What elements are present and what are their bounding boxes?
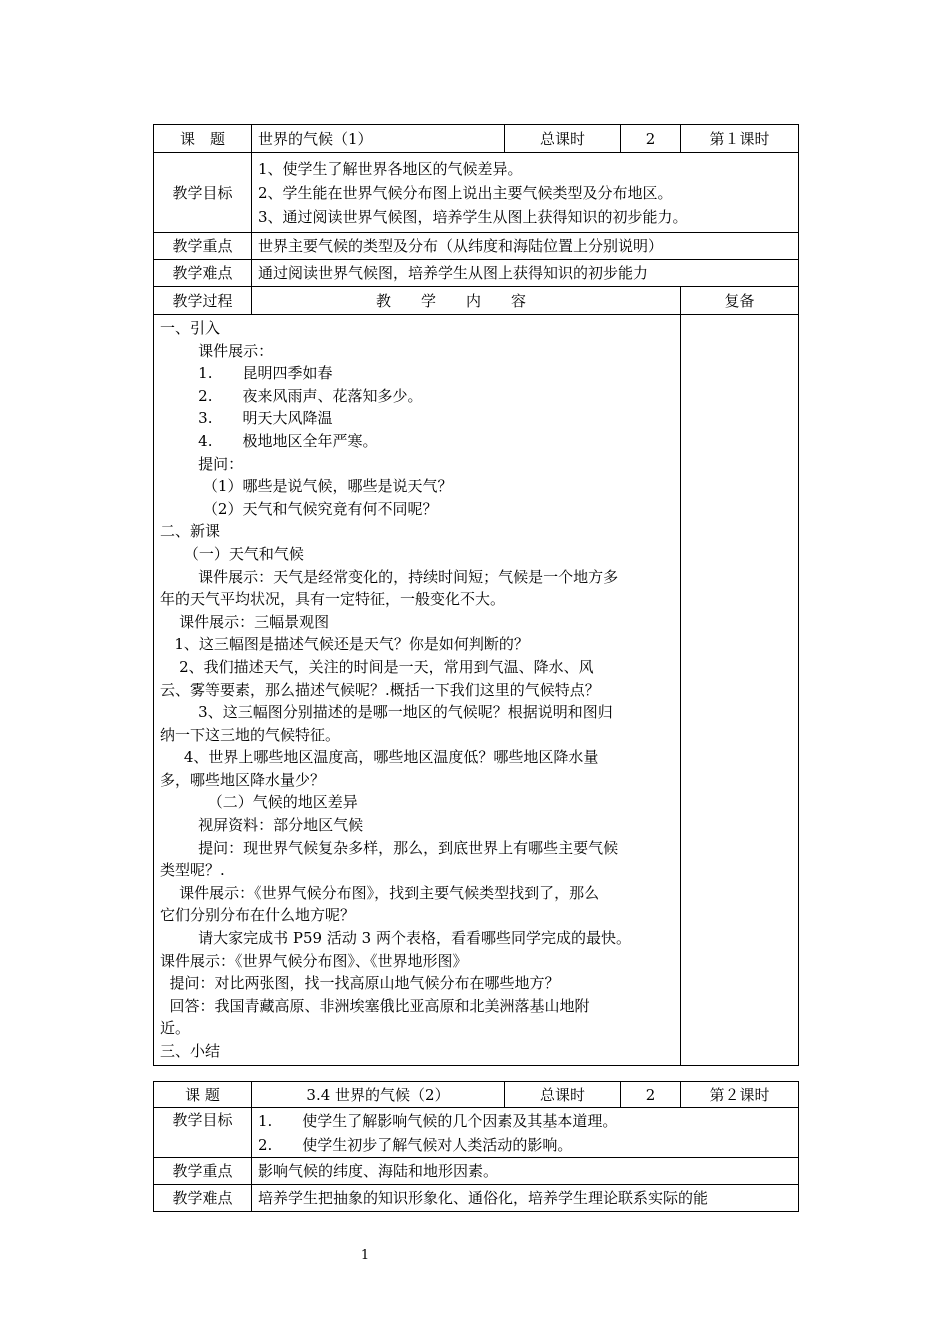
process-line: 类型呢？.: [160, 861, 225, 880]
total-hours-label: 总课时: [505, 1082, 621, 1108]
goals-label: 教学目标: [154, 153, 252, 233]
goals-list: [252, 153, 799, 233]
goal-item: 1、使学生了解世界各地区的气候差异。: [258, 159, 523, 178]
process-line: 年的天气平均状况，具有一定特征，一般变化不大。: [160, 590, 506, 609]
topic-label: 课 题: [154, 1082, 252, 1108]
process-line: 二、新课: [160, 522, 221, 541]
process-line: （一）天气和气候: [160, 544, 304, 563]
process-line: 课件展示：天气是经常变化的，持续时间短；气候是一个地方多: [160, 567, 619, 586]
process-line: 一、引入: [160, 319, 221, 337]
goals-list: [252, 1108, 799, 1158]
page-number: 1: [360, 1248, 370, 1263]
process-line: （1）哪些是说气候，哪些是说天气？: [160, 477, 453, 496]
process-line: 课件展示：《世界气候分布图》、《世界地形图》: [160, 951, 468, 970]
difficulty-value: 通过阅读世界气候图，培养学生从图上获得知识的初步能力: [252, 260, 799, 287]
process-line: 4、世界上哪些地区温度高，哪些地区温度低？哪些地区降水量: [160, 748, 599, 767]
topic-value: 3.4 世界的气候（2）: [252, 1082, 505, 1108]
difficulty-label: 教学难点: [154, 260, 252, 287]
process-line: 1. 昆明四季如春: [160, 364, 333, 383]
topic-value: 世界的气候（1）: [252, 125, 505, 153]
key-point-value: 世界主要气候的类型及分布（从纬度和海陆位置上分别说明）: [252, 233, 799, 260]
process-line: 3、这三幅图分别描述的是哪一地区的气候呢？根据说明和图归: [160, 703, 613, 722]
key-point-value: 影响气候的纬度、海陆和地形因素。: [252, 1158, 799, 1185]
process-line: 提问：现世界气候复杂多样，那么，到底世界上有哪些主要气候: [160, 838, 619, 857]
goal-item: 1. 使学生了解影响气候的几个因素及其基本道理。: [258, 1111, 618, 1130]
review-header: 复备: [681, 287, 799, 315]
lesson-table-1: [153, 124, 799, 1066]
lesson-number: 第２课时: [681, 1082, 799, 1108]
content-header: 教学内容: [252, 287, 681, 315]
process-line: 3. 明天大风降温: [160, 409, 333, 428]
process-content: [154, 315, 681, 1066]
process-line: 课件展示：《世界气候分布图》，找到主要气候类型找到了，那么: [160, 883, 600, 902]
process-line: 1、这三幅图是描述气候还是天气？你是如何判断的？: [160, 635, 529, 654]
total-hours-value: 2: [621, 1082, 681, 1108]
process-line: 请大家完成书 P59 活动 3 两个表格，看看哪些同学完成的最快。: [160, 929, 631, 948]
process-line: 云、雾等要素，那么描述气候呢？.概括一下我们这里的气候特点？: [160, 680, 600, 699]
total-hours-value: 2: [621, 125, 681, 153]
process-line: 多，哪些地区降水量少？: [160, 770, 326, 789]
process-line: 近。: [160, 1019, 191, 1038]
process-line: 2、我们描述天气，关注的时间是一天，常用到气温、降水、风: [160, 657, 594, 676]
process-line: 三、小结: [160, 1042, 221, 1060]
process-line: 纳一下这三地的气候特征。: [160, 725, 341, 744]
process-line: 4. 极地地区全年严寒。: [160, 431, 378, 450]
process-line: （二）气候的地区差异: [160, 793, 358, 812]
process-line: 提问：: [160, 454, 244, 473]
goal-item: 3、通过阅读世界气候图，培养学生从图上获得知识的初步能力。: [258, 207, 688, 226]
process-line: 提问：对比两张图，找一找高原山地气候分布在哪些地方？: [160, 974, 560, 993]
process-line: 它们分别分布在什么地方呢？: [160, 906, 356, 925]
goal-item: 2. 使学生初步了解气候对人类活动的影响。: [258, 1135, 573, 1154]
topic-label: 课 题: [154, 125, 252, 153]
process-line: 回答：我国青藏高原、非洲埃塞俄比亚高原和北美洲落基山地附: [160, 996, 590, 1015]
goal-item: 2、学生能在世界气候分布图上说出主要气候类型及分布地区。: [258, 183, 673, 202]
difficulty-value: 培养学生把抽象的知识形象化、通俗化，培养学生理论联系实际的能: [252, 1185, 799, 1212]
total-hours-label: 总课时: [505, 125, 621, 153]
difficulty-label: 教学难点: [154, 1185, 252, 1212]
key-point-label: 教学重点: [154, 1158, 252, 1185]
process-line: 课件展示：: [160, 341, 274, 360]
process-line: 课件展示：三幅景观图: [160, 612, 330, 631]
goals-label: 教学目标: [154, 1108, 252, 1158]
process-line: （2）天气和气候究竟有何不同呢？: [160, 499, 438, 518]
lesson-table-2: [153, 1081, 799, 1212]
process-label: 教学过程: [154, 287, 252, 315]
key-point-label: 教学重点: [154, 233, 252, 260]
lesson-number: 第１课时: [681, 125, 799, 153]
process-line: 2. 夜来风雨声、花落知多少。: [160, 386, 423, 405]
process-line: 视屏资料：部分地区气候: [160, 816, 364, 835]
review-content: [681, 315, 799, 1066]
